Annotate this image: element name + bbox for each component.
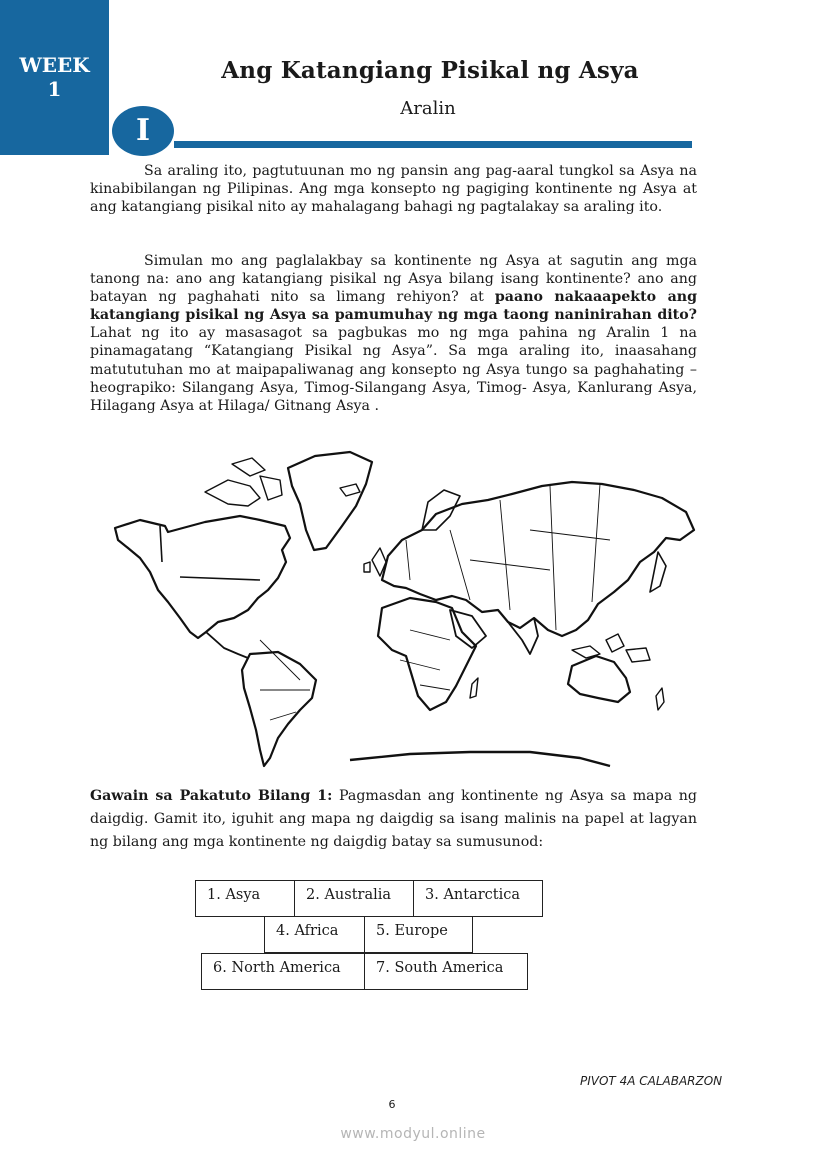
southeast-asia-islands [572,634,650,662]
continent-cell: 7. South America [364,953,528,990]
continent-cell: 4. Africa [264,916,365,953]
guide-paragraph [90,252,697,415]
iceland-shape [340,484,360,496]
arctic-islands [205,458,282,506]
week-label: WEEK [19,53,90,77]
world-map-outline [110,440,700,770]
australia-shape [568,656,630,702]
week-badge [0,0,109,155]
activity-text: Pagmasdan ang kontinente ng Asya sa mapa ng daigdig. Gamit ito, iguhit ang mapa ng daigdig sa isang malinis na papel at lagyan ng bilang ang mga kontinente ng daigdig batay sa sumusunod: [90,788,697,850]
madagascar-shape [470,678,478,698]
intro-paragraph [90,162,697,216]
watermark: www.modyul.online [340,1126,486,1142]
page-subtitle: Aralin [400,98,456,119]
header-divider [174,141,692,148]
british-isles-shape [364,548,386,576]
continent-cell: 1. Asya [195,880,295,917]
antarctica-shape [350,752,610,766]
continent-cell: 5. Europe [364,916,473,953]
footer-region: PIVOT 4A CALABARZON [580,1074,723,1088]
alaska-border [160,526,162,562]
intro-text: Sa araling ito, pagtutuunan mo ng pansin ang pag-aaral tungkol sa Asya na kinabibilangan ng Pilipinas. Ang mga konsepto ng pagiging kontinente ng Asya at ang katangiang pisikal nito ay mahalagang bahagi ng pagtalakay sa araling ito. [90,163,697,216]
world-map [110,440,700,770]
section-numeral: I [112,106,174,156]
africa-shape [378,598,476,710]
north-america-shape [115,516,290,638]
central-america-shape [206,632,248,658]
south-america-shape [242,652,316,766]
activity-label: Gawain sa Pakatuto Bilang 1: [90,788,333,804]
guide-text-bold: paano nakaaapekto ang katangiang pisikal ng Asya sa pamumuhay ng mga taong naninirahan dito? [90,289,697,324]
guide-text-b: Lahat ng ito ay masasagot sa pagbukas mo ng mga pahina ng Aralin 1 na pinamagatang “Katangiang Pisikal ng Asya”. Sa mga araling ito, inaasahang matututuhan mo at maipapaliwanag ang konsepto ng Asya tungo sa paghahating – heograpiko: Silangang Asya, Timog-Silangang Asya, Timog- Asya, Kanlurang Asya, Hilagang Asya at Hilaga/ Gitnang Asya . [90,325,697,414]
continent-cell: 3. Antarctica [413,880,543,917]
guide-text-a: Simulan mo ang paglalakbay sa kontinente ng Asya at sagutin ang mga tanong na: ano ang katangiang pisikal ng Asya bilang isang kontinente? ano ang batayan ng paghahati nito sa limang rehiyon? at [90,253,697,306]
page-title: Ang Katangiang Pisikal ng Asya [221,57,639,84]
new-zealand-shape [656,688,664,710]
page-number: 6 [388,1098,396,1111]
continent-cell: 6. North America [201,953,365,990]
continent-cell: 2. Australia [294,880,414,917]
eurasia-shape [382,482,694,636]
greenland-shape [288,452,372,550]
usa-canada-border [180,577,260,580]
activity-instructions [90,785,697,854]
japan-shape [650,552,666,592]
week-number: 1 [47,77,62,101]
